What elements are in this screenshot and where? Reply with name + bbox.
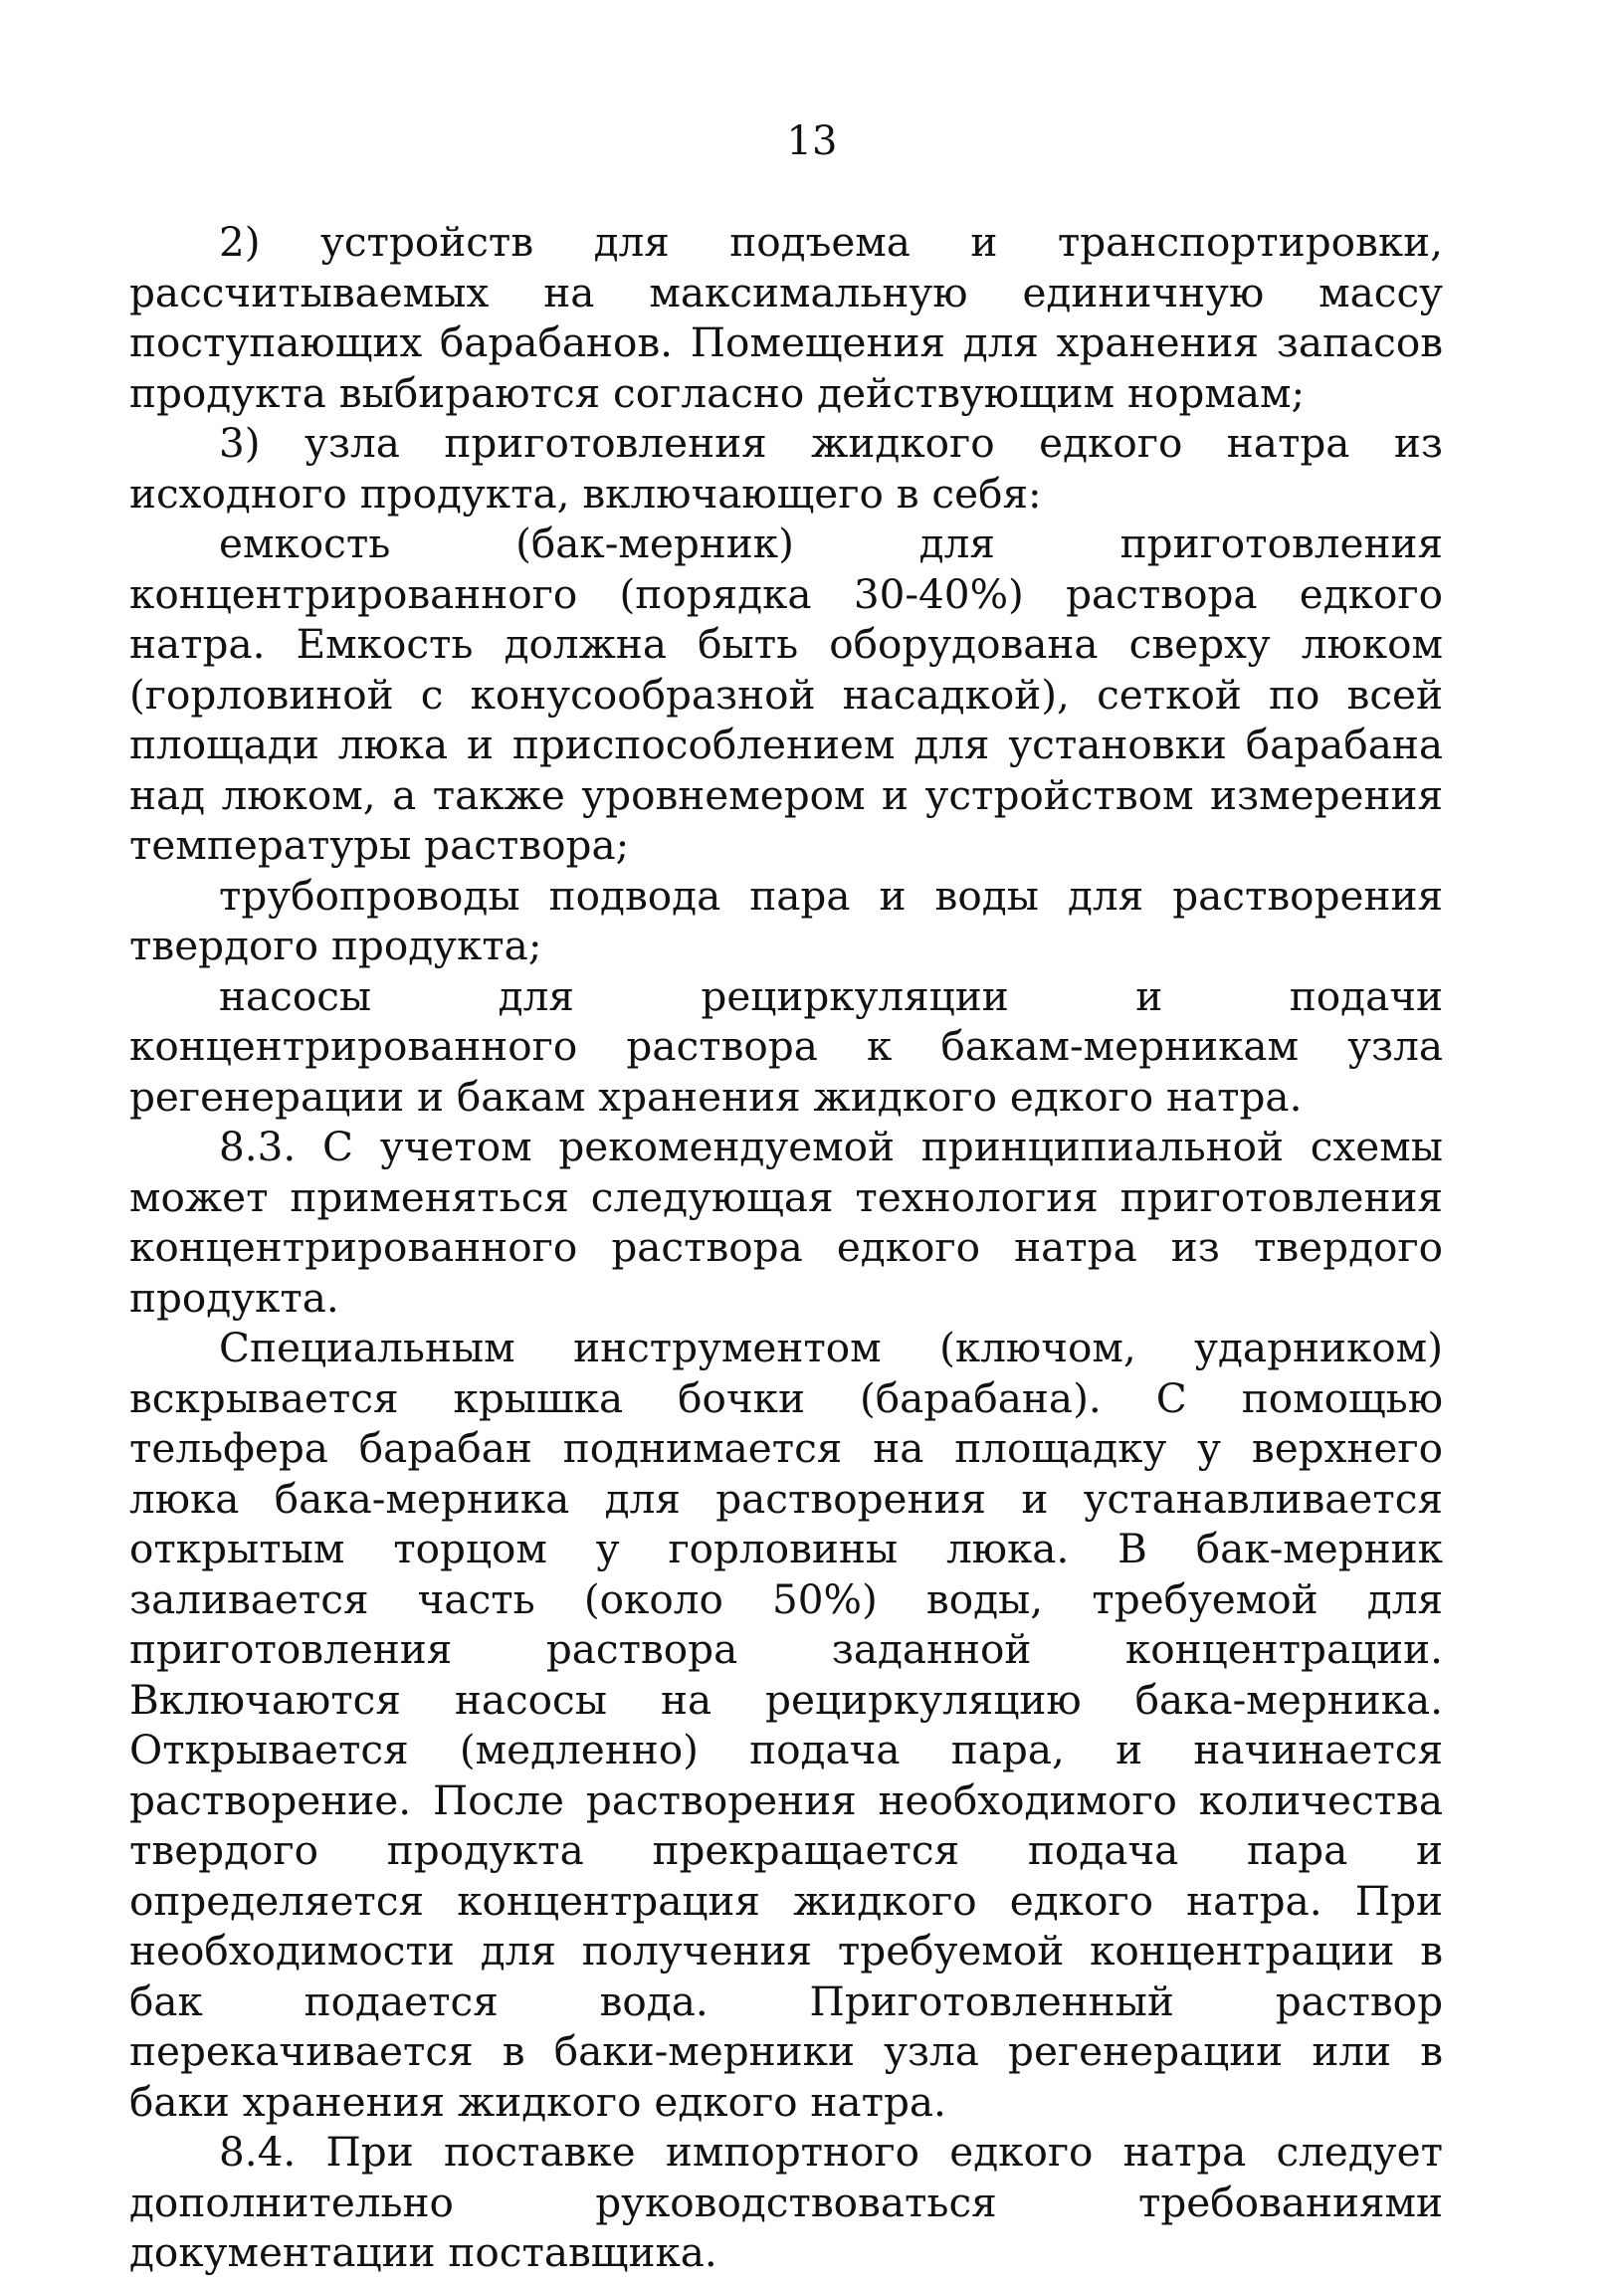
paragraph-pumps: насосы для рециркуляции и подачи концентрированного раствора к бакам-мерникам узла регенерации и бакам хранения жидкого едкого натра.: [129, 971, 1443, 1121]
paragraph-section-8-4: 8.4. При поставке импортного едкого натра следует дополнительно руководствоваться требованиями документации поставщика.: [129, 2128, 1443, 2276]
paragraph-tank: емкость (бак-мерник) для приготовления концентрированного (порядка 30-40%) раствора едкого натра. Емкость должна быть оборудована сверху люком (горловиной с конусообразной насадкой), сеткой по всей площади люка и приспособлением для установки барабана над люком, а также уровнемером и устройством измерения температуры раствора;: [129, 520, 1443, 869]
paragraph-pipelines: трубопроводы подвода пара и воды для растворения твердого продукта;: [129, 871, 1443, 969]
body-text: [129, 217, 1443, 2278]
paragraph-section-8-3: 8.3. С учетом рекомендуемой принципиальной схемы может применяться следующая технология приготовления концентрированного раствора едкого натра из твердого продукта.: [129, 1123, 1443, 1322]
paragraph-item-2-devices: 2) устройств для подъема и транспортировки, рассчитываемых на максимальную единичную массу поступающих барабанов. Помещения для хранения запасов продукта выбираются согласно действующим нормам;: [129, 218, 1443, 417]
paragraph-procedure: Специальным инструментом (ключом, ударником) вскрывается крышка бочки (барабана). С помощью тельфера барабан поднимается на площадку у верхнего люка бака-мерника для растворения и устанавливается открытым торцом у горловины люка. В бак-мерник заливается часть (около 50%) воды, требуемой для приготовления раствора заданной концентрации. Включаются насосы на рециркуляцию бака-мерника. Открывается (медленно) подача пара, и начинается растворение. После растворения необходимого количества твердого продукта прекращается подача пара и определяется концентрация жидкого едкого натра. При необходимости для получения требуемой концентрации в бак подается вода. Приготовленный раствор перекачивается в баки-мерники узла регенерации или в баки хранения жидкого едкого натра.: [129, 1324, 1443, 2126]
page-number: 13: [786, 118, 838, 164]
paragraph-item-3-preparation-unit: 3) узла приготовления жидкого едкого натра из исходного продукта, включающего в себя:: [129, 419, 1443, 518]
